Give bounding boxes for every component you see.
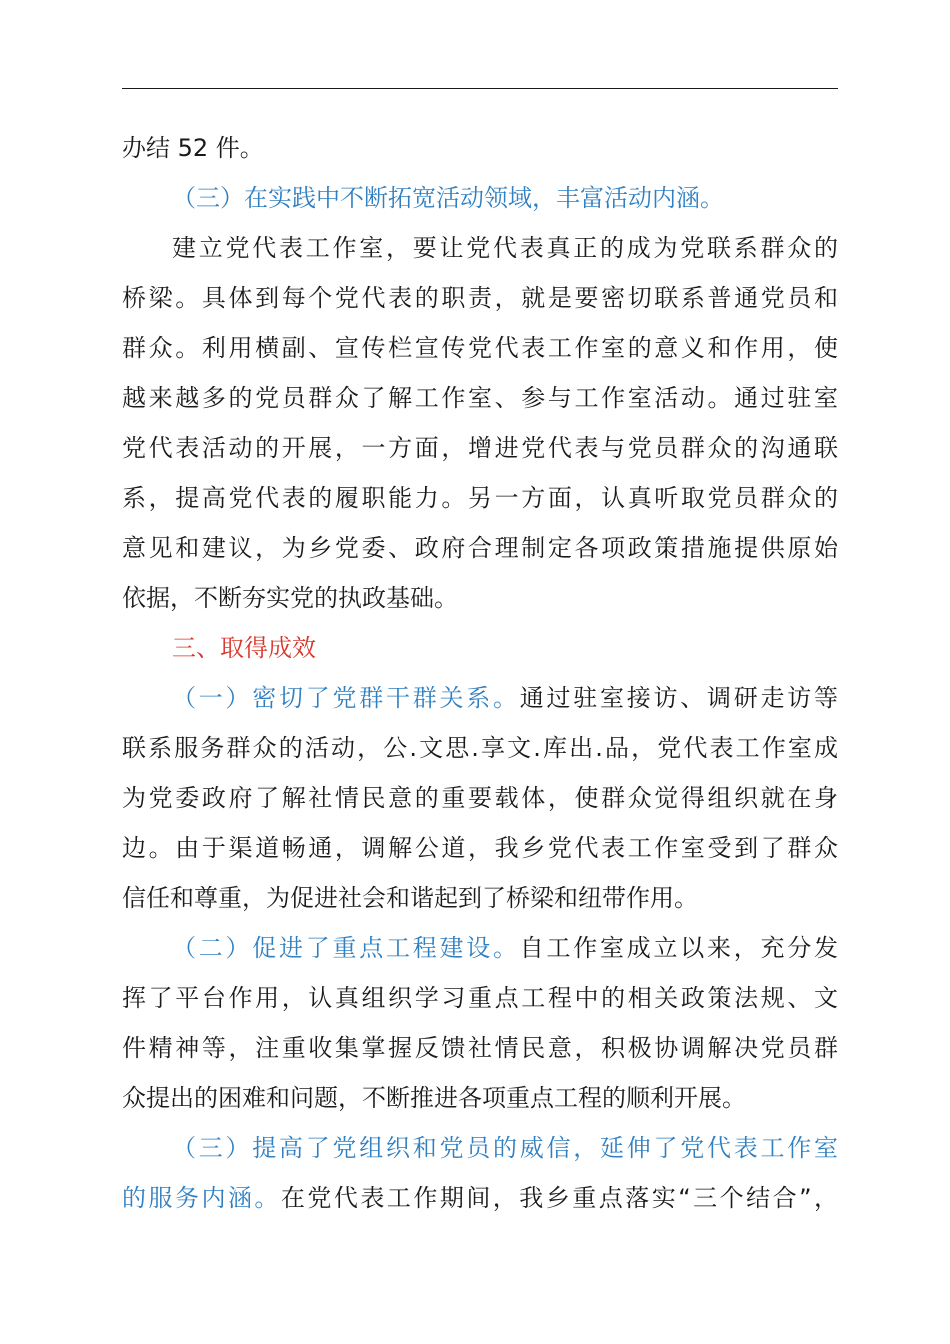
text-line: 件精神等，注重收集掌握反馈社情民意，积极协调解决党员群: [122, 1034, 838, 1062]
text-line: [172, 683, 838, 713]
chapter-heading: 三、取得成效: [172, 634, 316, 662]
section-heading: （三）在实践中不断拓宽活动领域，丰富活动内涵。: [172, 184, 724, 212]
text-line: 系，提高党代表的履职能力。另一方面，认真听取党员群众的: [122, 484, 838, 512]
text-line: 众提出的困难和问题，不断推进各项重点工程的顺利开展。: [122, 1084, 746, 1112]
text-line: 办结 52 件。: [122, 134, 264, 162]
text-line: [172, 933, 838, 963]
text-span: 自工作室成立以来，充分发: [519, 934, 838, 962]
text-line: 意见和建议，为乡党委、政府合理制定各项政策措施提供原始: [122, 534, 838, 562]
text-line: 群众。利用横副、宣传栏宣传党代表工作室的意义和作用，使: [122, 334, 838, 362]
subsection-heading: （一）密切了党群干群关系。: [172, 684, 520, 712]
text-line: 党代表活动的开展，一方面，增进党代表与党员群众的沟通联: [122, 434, 838, 462]
text-line: 联系服务群众的活动，公.文思.享文.库出.品，党代表工作室成: [122, 734, 838, 762]
text-line: 挥了平台作用，认真组织学习重点工程中的相关政策法规、文: [122, 984, 838, 1012]
text-line: 边。由于渠道畅通，调解公道，我乡党代表工作室受到了群众: [122, 834, 838, 862]
subsection-heading: （二）促进了重点工程建设。: [172, 934, 520, 962]
text-line: 越来越多的党员群众了解工作室、参与工作室活动。通过驻室: [122, 384, 838, 412]
text-line: 建立党代表工作室，要让党代表真正的成为党联系群众的: [172, 234, 838, 262]
text-line: [122, 1183, 838, 1213]
text-span: 通过驻室接访、调研走访等: [519, 684, 838, 712]
text-span: 在党代表工作期间，我乡重点落实“三个结合”，: [280, 1184, 838, 1212]
text-line: 为党委政府了解社情民意的重要载体，使群众觉得组织就在身: [122, 784, 838, 812]
text-line: 依据，不断夯实党的执政基础。: [122, 584, 458, 612]
subsection-heading: （三）提高了党组织和党员的威信，延伸了党代表工作室: [172, 1134, 838, 1162]
text-line: 桥梁。具体到每个党代表的职责，就是要密切联系普通党员和: [122, 284, 838, 312]
text-line: 信任和尊重，为促进社会和谐起到了桥梁和纽带作用。: [122, 884, 698, 912]
subsection-heading-cont: 的服务内涵。: [122, 1184, 281, 1212]
header-rule: [122, 88, 838, 89]
